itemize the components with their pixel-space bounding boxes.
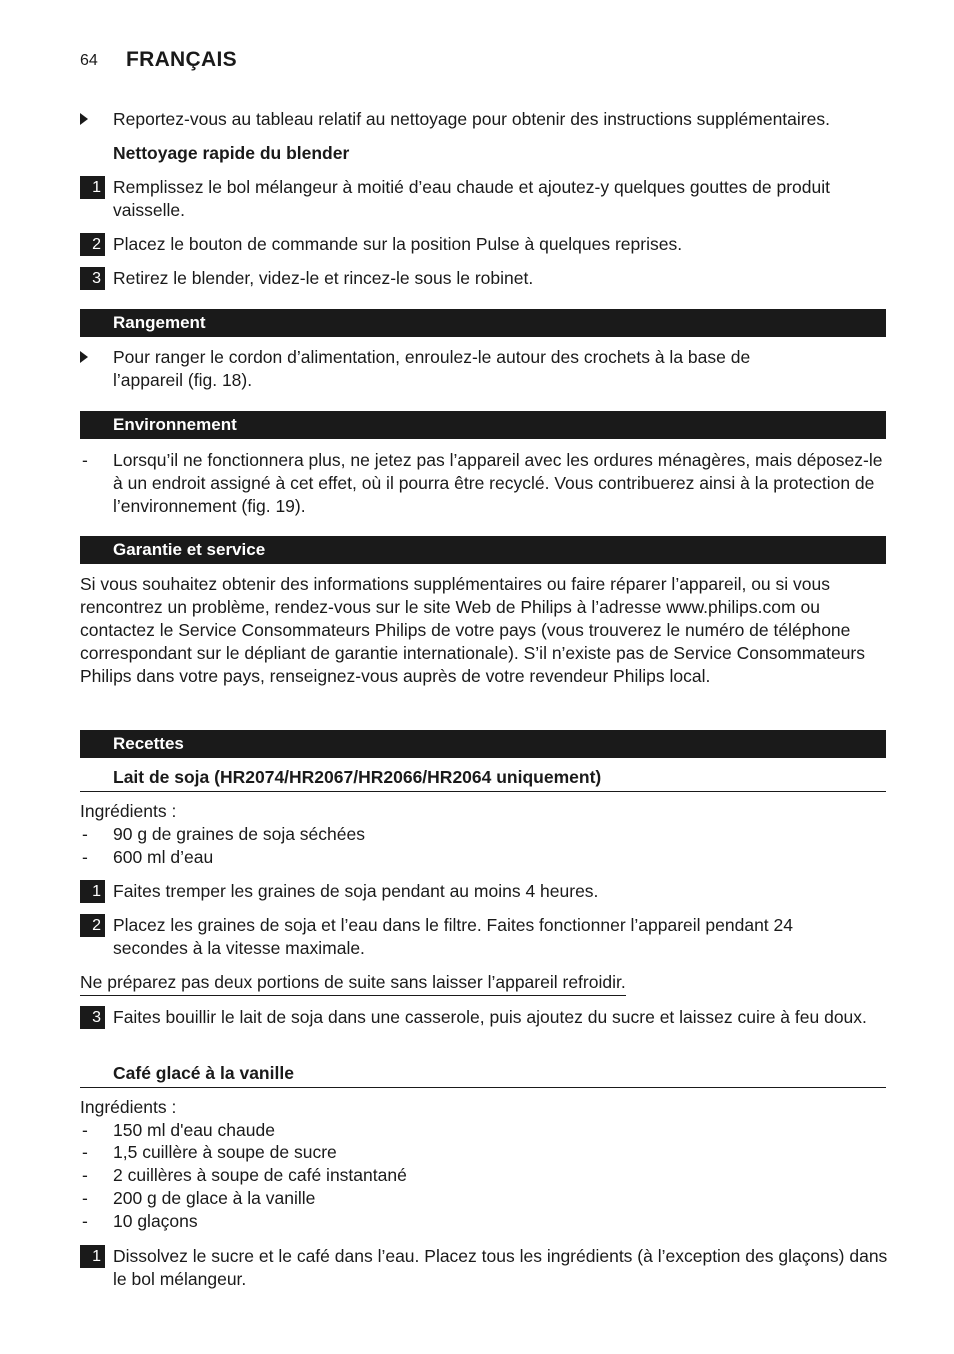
intro-bullet-text: Reportez-vous au tableau relatif au nettoyage pour obtenir des instructions supplémentaires.: [113, 109, 830, 129]
quick-clean-step-3: Retirez le blender, videz-le et rincez-le sous le robinet.: [113, 268, 534, 288]
bullet-icon: [80, 113, 88, 125]
page-language-title: FRANÇAIS: [126, 48, 237, 71]
dash-marker: -: [82, 1142, 88, 1162]
recipes-section-header: Recettes: [80, 730, 886, 758]
ingredient-item: 10 glaçons: [113, 1211, 198, 1231]
soy-milk-step-1: Faites tremper les graines de soja pendant au moins 4 heures.: [113, 881, 599, 901]
dash-marker: -: [82, 824, 88, 844]
step-number: 1: [80, 176, 105, 199]
quick-clean-step-1: Remplissez le bol mélangeur à moitié d’eau chaude et ajoutez-y quelques gouttes de produit vaisselle.: [113, 177, 830, 220]
storage-section-header: Rangement: [80, 309, 886, 337]
step-number: 1: [80, 880, 105, 903]
dash-marker: -: [82, 1188, 88, 1208]
dash-marker: -: [82, 450, 88, 470]
soy-milk-title: Lait de soja (HR2074/HR2067/HR2066/HR2064 uniquement): [113, 767, 602, 787]
warranty-paragraph: [80, 573, 888, 688]
environment-text: Lorsqu’il ne fonctionnera plus, ne jetez pas l’appareil avec les ordures ménagères, mais déposez-le à un endroit assigné à cet effet, où il pourra être recyclé. Vous contribuerez ainsi à la protection de l’environnement (fig. 19).: [113, 450, 883, 516]
page-number: 64: [80, 52, 98, 69]
quick-clean-title: Nettoyage rapide du blender: [113, 143, 350, 163]
dash-marker: -: [82, 1211, 88, 1231]
step-number: 3: [80, 267, 105, 290]
quick-clean-step-2: Placez le bouton de commande sur la position Pulse à quelques reprises.: [113, 234, 683, 254]
ingredient-item: 600 ml d’eau: [113, 847, 214, 867]
soy-milk-step-2: Placez les graines de soja et l’eau dans le filtre. Faites fonctionner l’appareil pendant 24 secondes à la vitesse maximale.: [113, 915, 793, 958]
ingredient-item: 90 g de graines de soja séchées: [113, 824, 365, 844]
divider: [80, 791, 886, 792]
step-number: 1: [80, 1245, 105, 1268]
step-number: 2: [80, 233, 105, 256]
bullet-icon: [80, 351, 88, 363]
soy-milk-warning: Ne préparez pas deux portions de suite sans laisser l’appareil refroidir.: [80, 971, 626, 996]
iced-coffee-ingredients-label: Ingrédients :: [80, 1097, 177, 1117]
iced-coffee-title: Café glacé à la vanille: [113, 1063, 294, 1083]
iced-coffee-step-1: Dissolvez le sucre et le café dans l’eau. Placez tous les ingrédients (à l’exception des glaçons) dans le bol mélangeur.: [113, 1246, 888, 1289]
storage-bullet-text: Pour ranger le cordon d’alimentation, enroulez-le autour des crochets à la base de l’appareil (fig. 18).: [113, 347, 751, 390]
soy-milk-step-3: Faites bouillir le lait de soja dans une casserole, puis ajoutez du sucre et laissez cuire à feu doux.: [113, 1007, 867, 1027]
ingredient-item: 150 ml d'eau chaude: [113, 1120, 275, 1140]
warranty-section-header: Garantie et service: [80, 536, 886, 564]
environment-section-header: Environnement: [80, 411, 886, 439]
philips-website-link[interactable]: www.philips.com: [666, 597, 796, 617]
soy-milk-ingredients-label: Ingrédients :: [80, 801, 177, 821]
warranty-text-after-link: ou contactez le Service Consommateurs Philips de votre pays (vous trouverez le numéro de téléphone correspondant sur le dépliant de garantie internationale). S’il n’existe pas de Service Consommateurs Philips dans votre pays, renseignez-vous auprès de votre revendeur Philips local.: [80, 597, 866, 686]
ingredient-item: 1,5 cuillère à soupe de sucre: [113, 1142, 337, 1162]
step-number: 2: [80, 914, 105, 937]
dash-marker: -: [82, 1120, 88, 1140]
dash-marker: -: [82, 847, 88, 867]
ingredient-item: 200 g de glace à la vanille: [113, 1188, 316, 1208]
step-number: 3: [80, 1006, 105, 1029]
warranty-text-before-link: Si vous souhaitez obtenir des informations supplémentaires ou faire réparer l’appareil, ou si vous rencontrez un problème, rendez-vous sur le site Web de Philips à l’adresse: [80, 574, 830, 617]
divider: [80, 1087, 886, 1088]
ingredient-item: 2 cuillères à soupe de café instantané: [113, 1165, 407, 1185]
dash-marker: -: [82, 1165, 88, 1185]
